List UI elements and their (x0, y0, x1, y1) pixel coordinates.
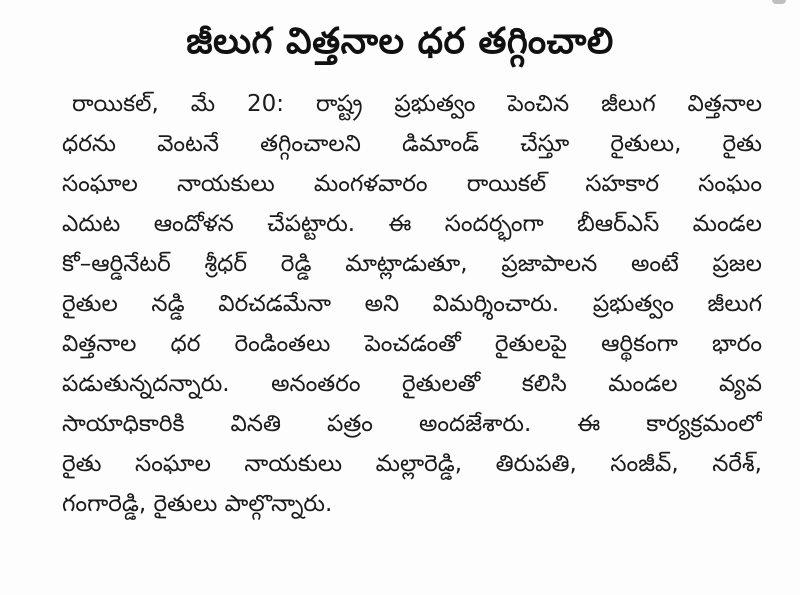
article-body (62, 84, 762, 524)
headline: జీలుగ విత్తనాల ధర తగ్గించాలి (186, 21, 614, 62)
article-line: ఎదుట ఆందోళన చేపట్టారు. ఈ సందర్భంగా బీఆర్ఎస్ మండల (62, 211, 762, 237)
article-line: రాయికల్, మే 20: రాష్ట్ర ప్రభుత్వం పెంచిన జీలుగ విత్తనాల (72, 91, 762, 117)
article-line: గంగారెడ్డి, రైతులు పాల్గొన్నారు. (62, 491, 333, 517)
article-line: రైతు సంఘాల నాయకులు మల్లారెడ్డి, తిరుపతి, సంజీవ్, నరేశ్, (62, 451, 762, 477)
article-line: విత్తనాల ధర రెండింతలు పెంచడంతో రైతులపై ఆర్థికంగా భారం (62, 331, 762, 357)
article-line: కో–ఆర్డినేటర్ శ్రీధర్ రెడ్డి మాట్లాడుతూ, ప్రజాపాలన అంటే ప్రజల (62, 251, 762, 277)
article-line: రైతుల నడ్డి విరచడమేనా అని విమర్శించారు. ప్రభుత్వం జీలుగ (62, 291, 762, 317)
article-line: సంఘాల నాయకులు మంగళవారం రాయికల్ సహకార సంఘం (62, 171, 762, 197)
article-line: సాయాధికారికి వినతి పత్రం అందజేశారు. ఈ కార్యక్రమంలో (62, 411, 762, 437)
article-line: పడుతున్నదన్నారు. అనంతరం రైతులతో కలిసి మండల వ్యవ (62, 371, 762, 397)
page-corner-mark (772, 0, 786, 4)
article-line: ధరను వెంటనే తగ్గించాలని డిమాండ్ చేస్తూ రైతులు, రైతు (62, 131, 762, 157)
